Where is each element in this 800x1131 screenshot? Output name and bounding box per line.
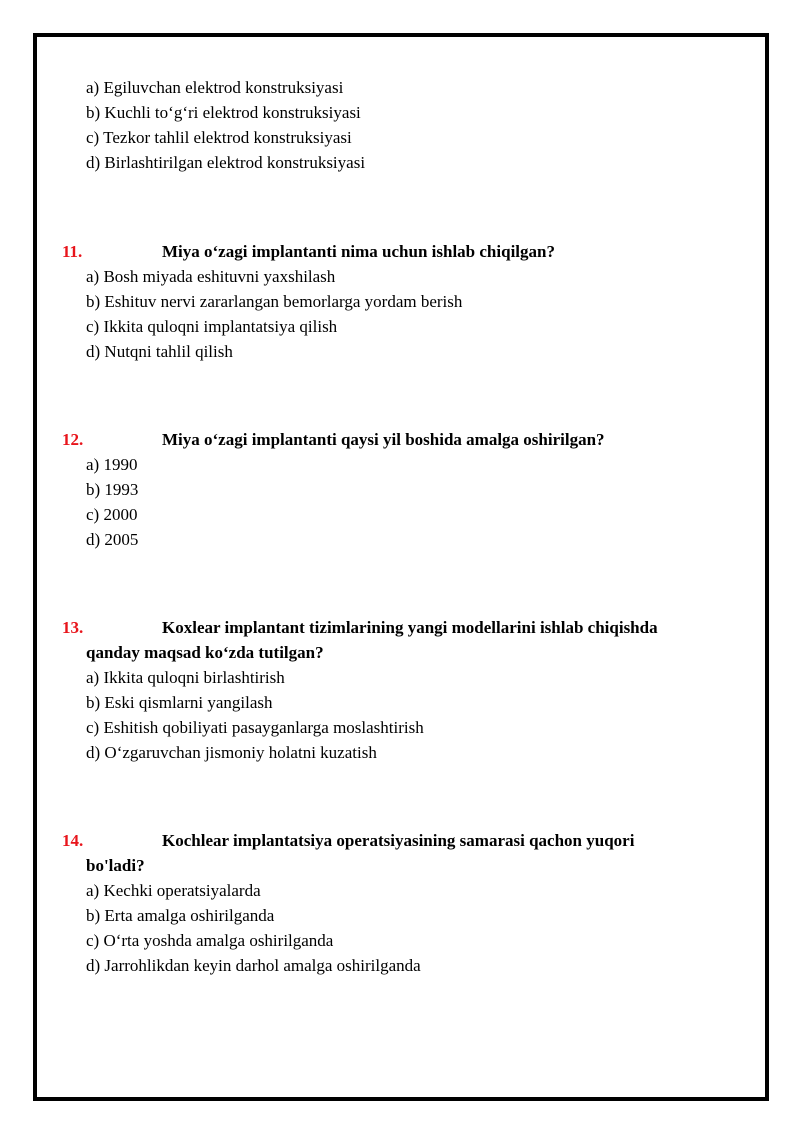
question-13-options [86, 665, 424, 765]
option-a: a) Kechki operatsiyalarda [86, 881, 261, 900]
option-c: c) Tezkor tahlil elektrod konstruksiyasi [86, 128, 352, 147]
option-d: d) Jarrohlikdan keyin darhol amalga oshirilganda [86, 956, 421, 975]
question-13-text-continued: qanday maqsad ko‘zda tutilgan? [86, 643, 324, 662]
question-13-number: 13. [62, 618, 84, 637]
option-c: c) 2000 [86, 505, 138, 524]
question-12-options [86, 452, 138, 552]
option-b: b) Eshituv nervi zararlangan bemorlarga yordam berish [86, 292, 463, 311]
option-b: b) 1993 [86, 480, 139, 499]
option-d: d) Nutqni tahlil qilish [86, 342, 233, 361]
option-a: a) Ikkita quloqni birlashtirish [86, 668, 285, 687]
question-14-options [86, 878, 421, 978]
option-a: a) 1990 [86, 455, 138, 474]
question-11-number: 11. [62, 242, 83, 261]
option-c: c) O‘rta yoshda amalga oshirilganda [86, 931, 334, 950]
option-c: c) Ikkita quloqni implantatsiya qilish [86, 317, 338, 336]
option-a: a) Egiluvchan elektrod konstruksiyasi [86, 78, 344, 97]
question-14-text: Kochlear implantatsiya operatsiyasining samarasi qachon yuqori [162, 831, 635, 850]
option-b: b) Erta amalga oshirilganda [86, 906, 275, 925]
question-12-text: Miya o‘zagi implantanti qaysi yil boshida amalga oshirilgan? [162, 430, 605, 449]
top-options-list [86, 75, 365, 175]
question-14-number: 14. [62, 831, 84, 850]
question-12-number: 12. [62, 430, 84, 449]
question-11-options [86, 264, 462, 364]
question-14-text-continued: bo'ladi? [86, 856, 145, 875]
question-11-text: Miya o‘zagi implantanti nima uchun ishlab chiqilgan? [162, 242, 555, 261]
option-a: a) Bosh miyada eshituvni yaxshilash [86, 267, 336, 286]
option-d: d) 2005 [86, 530, 139, 549]
option-d: d) O‘zgaruvchan jismoniy holatni kuzatish [86, 743, 377, 762]
question-13-text: Koxlear implantant tizimlarining yangi modellarini ishlab chiqishda [162, 618, 658, 637]
option-b: b) Kuchli to‘g‘ri elektrod konstruksiyasi [86, 103, 361, 122]
option-b: b) Eski qismlarni yangilash [86, 693, 273, 712]
option-d: d) Birlashtirilgan elektrod konstruksiyasi [86, 153, 366, 172]
option-c: c) Eshitish qobiliyati pasayganlarga moslashtirish [86, 718, 424, 737]
